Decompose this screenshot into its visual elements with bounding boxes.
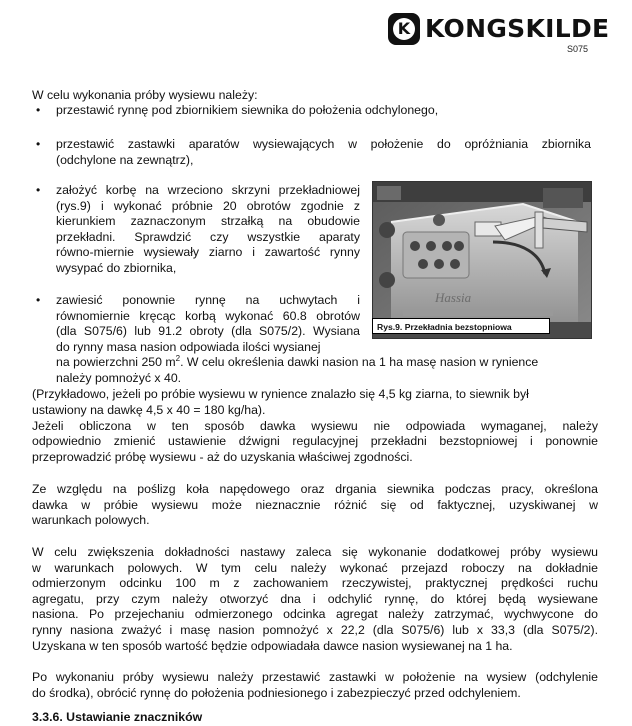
p1-line-2: ustawiony na dawkę 4,5 x 40 = 180 kg/ha). bbox=[32, 402, 266, 417]
bullet-4-line-5b: . W celu określenia dawki nasion na 1 ha masę nasion w rynience bbox=[180, 355, 539, 370]
p3-line-1: Ze względu na poślizg koła napędowego oraz drgania siewnika podczas pracy, określona bbox=[32, 482, 598, 496]
p5-line-1: Po wykonaniu próby wysiewu należy przestawić zastawki w położenie na wysiew (odchylenie bbox=[32, 670, 598, 684]
logo-letter: K bbox=[397, 19, 411, 38]
bullet-4-line-5 bbox=[56, 355, 596, 371]
bullet-3-line-2: (rys.9) i wykonać próbnie 20 obrotów zgodnie z bbox=[56, 198, 360, 213]
p4-line-4: agregatu, przy czym należy otworzyć dna i odchylić rynnę, do której będą wysiewane bbox=[32, 591, 598, 606]
bullet-3-line-6: wysypać do zbiornika, bbox=[56, 261, 177, 275]
bullet-4-line-5a: na powierzchni 250 m bbox=[56, 355, 176, 370]
bullet-icon: • bbox=[36, 293, 41, 307]
p4-line-1: W celu zwiększenia dokładności nastawy zaleca się wykonanie dodatkowej próby wysiewu bbox=[32, 545, 598, 559]
gearbox-illustration bbox=[373, 182, 591, 338]
p4-line-3: odmierzonym odcinku 100 m z zachowaniem rzeczywistej, praktycznej prędkości ruchu bbox=[32, 576, 598, 591]
bullet-3-line-3: kierunkiem zaznaczonym strzałką na obudowie bbox=[56, 214, 360, 229]
bullet-4-line-2: równomiernie kręcąc korbą wykonać 60.8 obrotów bbox=[56, 308, 360, 323]
gearbox-photo bbox=[372, 181, 592, 339]
bullet-3-line-5: równo-miernie wysiewały ziarno i zawartość rynny bbox=[56, 245, 360, 260]
p4-line-2: w warunkach polowych. W tym celu należy wykonać przejazd roboczy na dokładnie bbox=[32, 560, 598, 575]
housing-text: Hassia bbox=[435, 290, 472, 305]
p5-line-2: do środka), obrócić rynnę do położenia podniesionego i zabezpieczyć przed odchyleniem. bbox=[32, 685, 521, 700]
p2-line-1: Jeżeli obliczona w ten sposób dawka wysiewu nie odpowiada wymaganej, należy bbox=[32, 418, 598, 433]
p4-line-7: Uzyskana w ten sposób wartość będzie odpowiadała dawce nasion wysiewanej na 1 ha. bbox=[32, 638, 513, 653]
section-heading-cutoff: 3.3.6. Ustawianie znaczników bbox=[32, 710, 203, 724]
bullet-3-line-4: przekładni. Sprawdzić czy wszystkie aparaty bbox=[56, 229, 360, 244]
bullet-4-line-1: zawiesić ponownie rynnę na uchwytach i bbox=[56, 293, 360, 307]
intro-text: W celu wykonania próby wysiewu należy: bbox=[32, 88, 258, 102]
p4-line-6: rynny nasiona zważyć i masę nasion pomnożyć x 22,2 (dla S075/6) lub x 33,3 (dla S075/2). bbox=[32, 623, 598, 637]
p2-line-3: przeprowadzić próbę wysiewu - aż do uzyskania właściwej zgodności. bbox=[32, 449, 413, 464]
logo-text: KONGSKILDE bbox=[425, 14, 610, 43]
p4-line-5: nasiona. Po przejechaniu odmierzonego odcinka agregat należy zatrzymać, wychwycone do bbox=[32, 607, 598, 622]
bullet-2-line-1: przestawić zastawki aparatów wysiewających w położenie do opróżniania zbiornika bbox=[56, 137, 591, 151]
model-code: S075 bbox=[566, 44, 588, 54]
bullet-4-line-6: należy pomnożyć x 40. bbox=[56, 371, 182, 385]
figure-caption: Rys.9. Przekładnia bezstopniowa bbox=[372, 318, 550, 334]
bullet-3-line-1: założyć korbę na wrzeciono skrzyni przekładniowej bbox=[56, 183, 360, 197]
bullet-4-line-3: (dla S075/6) lub 91.2 obroty (dla S075/2). Wysiana bbox=[56, 324, 360, 339]
bullet-4-line-4: do rynny masa nasion odpowiada ilości wysianej bbox=[56, 339, 321, 354]
bullet-icon: • bbox=[36, 103, 41, 117]
bullet-icon: • bbox=[36, 137, 41, 151]
logo-badge-icon bbox=[388, 13, 420, 45]
p3-line-2: dawka w próbie wysiewu może nieznacznie różnić się od faktycznej, uzyskiwanej w bbox=[32, 497, 598, 512]
bullet-icon: • bbox=[36, 183, 41, 197]
p2-line-2: odpowiednio zmienić ustawienie dźwigni regulacyjnej przekładni bezstopniowej i ponownie bbox=[32, 434, 598, 449]
area-unit-sup: 2 bbox=[175, 354, 181, 364]
p3-line-3: warunkach polowych. bbox=[32, 513, 150, 528]
bullet-1-line-1: przestawić rynnę pod zbiornikiem siewnika do położenia odchylonego, bbox=[56, 103, 439, 117]
bullet-2-line-2: (odchylone na zewnątrz), bbox=[56, 152, 194, 167]
p1-line-1: (Przykładowo, jeżeli po próbie wysiewu w rynience znalazło się 4,5 kg ziarna, to siewnik był bbox=[32, 387, 529, 401]
